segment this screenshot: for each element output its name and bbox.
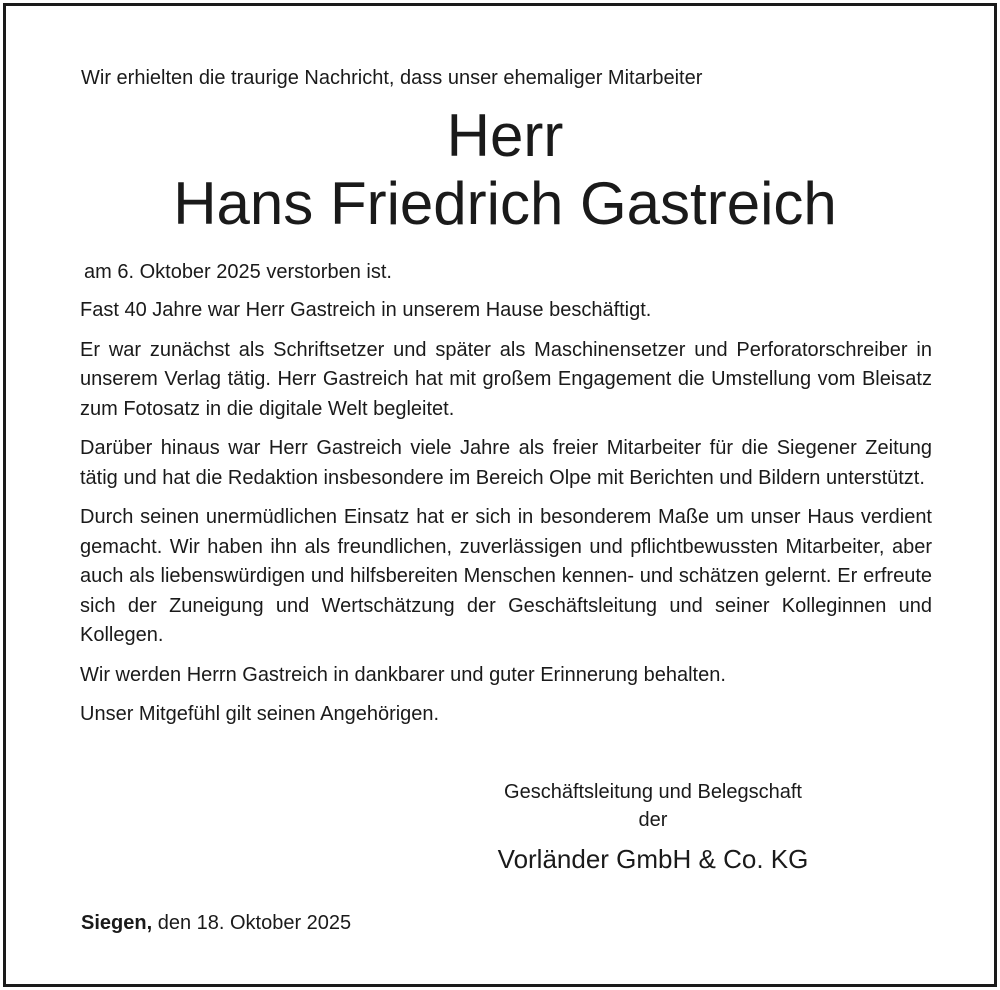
date: den 18. Oktober 2025 bbox=[152, 912, 352, 934]
paragraph: Darüber hinaus war Herr Gastreich viele Jahre als freier Mitarbeiter für die Siegener Zeitung tätig und hat die Redaktion insbesondere im Bereich Olpe mit Berichten und Bildern unterstützt. bbox=[80, 437, 932, 489]
place-date bbox=[81, 909, 351, 937]
notice-content bbox=[78, 64, 932, 934]
company-name: Vorländer GmbH & Co. KG bbox=[497, 844, 809, 874]
intro-text: Wir erhielten die traurige Nachricht, dass unser ehemaliger Mitarbeiter bbox=[81, 67, 703, 89]
place: Siegen, bbox=[81, 912, 153, 934]
paragraph: Unser Mitgefühl gilt seinen Angehörigen. bbox=[80, 703, 440, 725]
obituary-notice bbox=[3, 3, 997, 987]
paragraph: Durch seinen unermüdlichen Einsatz hat er sich in besonderem Maße um unser Haus verdient gemacht. Wir haben ihn als freundlichen, zuverlässigen und pflichtbewussten Mitarbeiter, aber auch als liebenswürdigen und hilfsbereiten Menschen kennen- und schätzen gelernt. Er erfreute sich der Zuneigung und Wertschätzung der Geschäftsleitung und seiner Kolleginnen und Kollegen. bbox=[80, 506, 932, 646]
deceased-name: Hans Friedrich Gastreich bbox=[173, 170, 837, 237]
name-block bbox=[78, 102, 932, 238]
signature-block bbox=[458, 778, 848, 876]
paragraph: Er war zunächst als Schriftsetzer und später als Maschinensetzer und Perforatorschreiber in unserem Verlag tätig. Herr Gastreich hat mit großem Engagement die Umstellung vom Bleisatz zum Fotosatz in die digitale Welt begleitet. bbox=[80, 338, 932, 420]
signature-line-2: der bbox=[638, 809, 668, 831]
death-date-line: am 6. Oktober 2025 verstorben ist. bbox=[84, 261, 392, 283]
paragraph: Fast 40 Jahre war Herr Gastreich in unserem Hause beschäftigt. bbox=[80, 299, 652, 321]
salutation: Herr bbox=[446, 102, 564, 169]
paragraph: Wir werden Herrn Gastreich in dankbarer und guter Erinnerung behalten. bbox=[80, 663, 726, 686]
signature-line-1: Geschäftsleitung und Belegschaft bbox=[504, 781, 802, 803]
